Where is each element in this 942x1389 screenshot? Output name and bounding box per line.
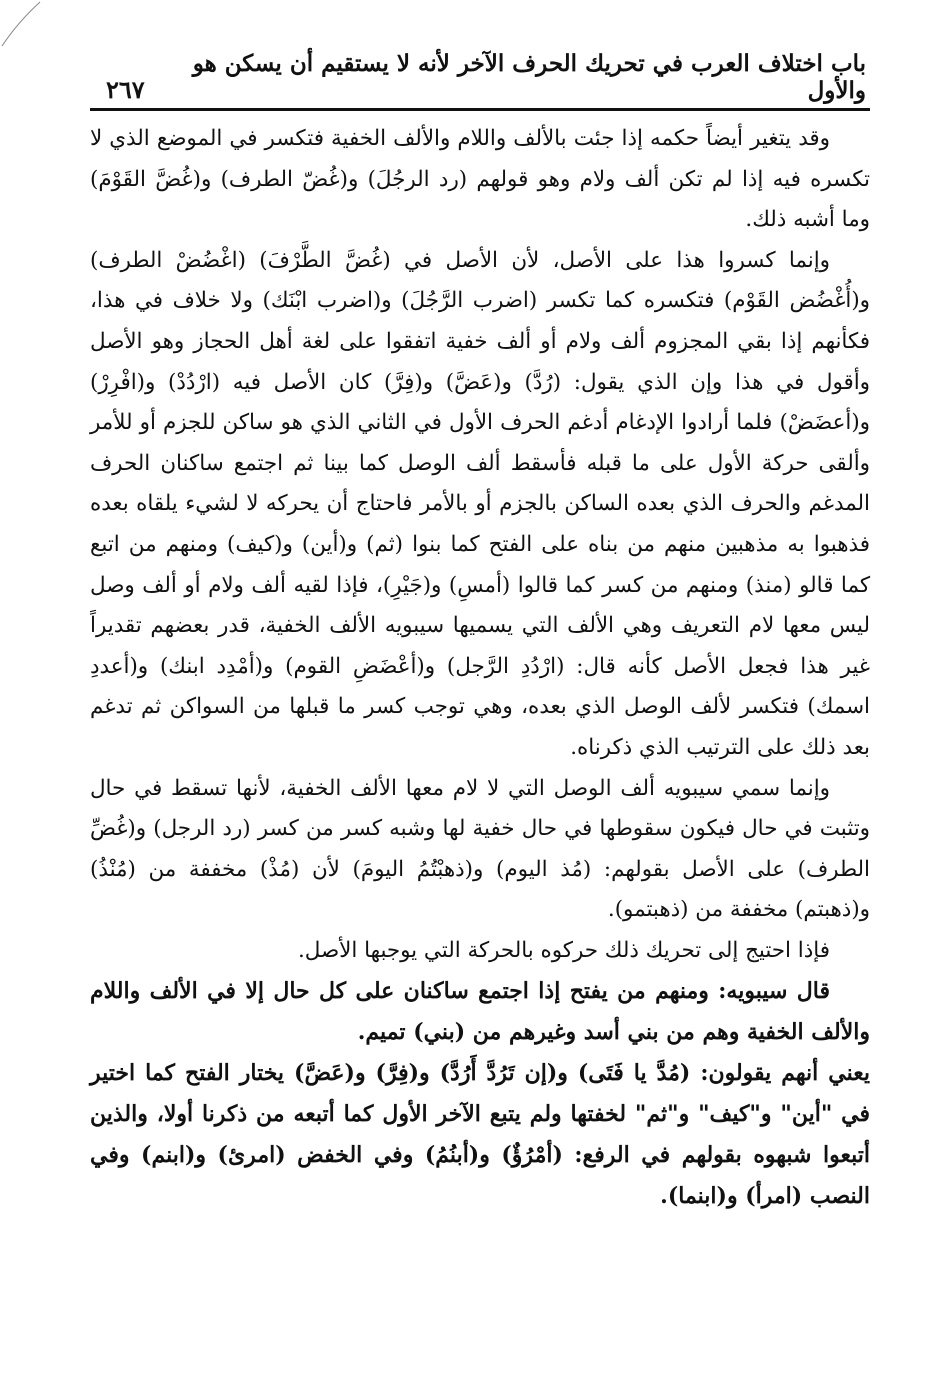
paragraph-3: وإنما سمي سيبويه ألف الوصل التي لا لام معها الألف الخفية، لأنها تسقط في حال وتثبت في حال فيكون سقوطها في حال خفية لها وشبه كسر من كسر (رد الرجل) و(غُضِّ الطرف) على الأصل بقولهم: (مُذ اليوم) و(ذهبْتُمُ اليومَ) لأن (مُذْ) مخففة من (مُنْذُ) و(ذهبتم) مخففة من (ذهبتمو). bbox=[90, 775, 870, 923]
chapter-title: باب اختلاف العرب في تحريك الحرف الآخر لأنه لا يستقيم أن يسكن هو والأول bbox=[192, 50, 866, 104]
page-number: ٢٦٧ bbox=[106, 75, 145, 104]
running-header bbox=[90, 50, 870, 111]
paragraph-1: وقد يتغير أيضاً حكمه إذا جئت بالألف واللام والألف الخفية فتكسر في الموضع الذي لا تكسره فيه إذا لم تكن ألف ولام وهو قولهم (رد الرجُلَ) و(غُضّ الطرف) و(غُضَّ القَوْمَ) وما أشبه ذلك. bbox=[90, 126, 870, 233]
page-body bbox=[90, 111, 870, 1217]
book-page bbox=[90, 50, 870, 1217]
paragraph-2: وإنما كسروا هذا على الأصل، لأن الأصل في (غُضَّ الطَّرْفَ) (اغْضُضْ الطرف) و(أُغْضُض القَوْم) فتكسره كما تكسر (اضرب الرَّجُلَ) و(اضرب ابْنَك) ولا خلاف في هذا، فكأنهم إذا بقي المجزوم ألف ولام أو ألف خفية اتفقوا على لغة أهل الحجاز وهو الأصل وأقول في هذا وإن الذي يقول: (رُدَّ) و(عَضَّ) و(فِرَّ) كان الأصل فيه (ارْدُدْ) و(افْرِرْ) و(أعضَضْ) فلما أرادوا الإدغام أدغم الحرف الأول في الثاني الذي هو ساكن للجزم أو للأمر وألقى حركة الأول على ما قبله فأسقط ألف الوصل كما بينا ثم اجتمع ساكنان الحرف المدغم والحرف الذي بعده الساكن بالجزم أو بالأمر فاحتاج أن يحركه لا لشيء يلقاه بعده فذهبوا به مذهبين منهم من بناه على الفتح كما بنوا (ثم) و(أين) و(كيف) ومنهم من اتبع كما قالو (منذ) ومنهم من كسر كما قالوا (أمسِ) و(جَيْرِ)، فإذا لقيه ألف ولام أو ألف وصل ليس معها لام التعريف وهي الألف التي يسميها سيبويه الألف الخفية، قدر بعضهم تقديراً غير هذا فجعل الأصل كأنه قال: (ارْدُدِ الرَّجل) و(أعْضَضِ القوم) و(أمْدِد ابنك) و(أعددِ اسمك) فتكسر لألف الوصل الذي بعده، وهي توجب كسر ما قبلها من السواكن ثم تدغم بعد ذلك على الترتيب الذي ذكرناه. bbox=[90, 247, 870, 760]
sibawayh-quote: قال سيبويه: ومنهم من يفتح إذا اجتمع ساكنان على كل حال إلا في الألف واللام والألف الخفية وهم من بني أسد وغيرهم من (بني) تميم. bbox=[90, 978, 870, 1046]
scan-corner-mark bbox=[0, 0, 60, 50]
paragraph-4: فإذا احتيج إلى تحريك ذلك حركوه بالحركة التي يوجبها الأصل. bbox=[297, 937, 830, 963]
commentary-paragraph: يعني أنهم يقولون: (مُدَّ يا فَتَى) و(إن تَرُدَّ أَرُدَّ) و(فِرَّ) و(عَضَّ) يختار الفتح كما اختير في "أين" و"كيف" و"ثم" لخفتها ولم يتبع الآخر الأول كما أتبعه من ذكرنا أولا، والذين أتبعوا شبهوه بقولهم في الرفع: (أمْرُؤٌ) و(أبنُمُ) وفي الخفض (امرئ) و(ابنم) وفي النصب (امرأ) و(ابنما). bbox=[90, 1060, 870, 1210]
